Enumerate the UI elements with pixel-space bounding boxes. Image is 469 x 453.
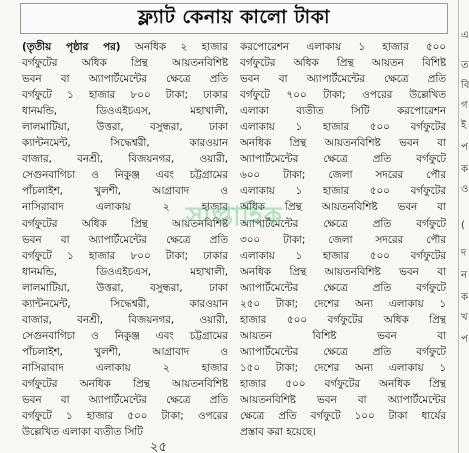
article-line: উল্লেখিত এলাকা ব্যতীত সিটি bbox=[22, 426, 143, 439]
article-line: ভবন বা অ্যাপার্টমেন্টের ক্ষেত্রে প্রতি bbox=[22, 73, 228, 86]
article-line: লালমাটিয়া, উত্তরা, বসুন্ধরা, ঢাকা bbox=[22, 121, 228, 134]
article-line: (তৃতীয় পৃষ্ঠার পর) অনধিক ২ হাজার bbox=[22, 41, 228, 53]
article-line: অনধিক প্রিন্থ আয়তনবিশিষ্ট ভবন বা bbox=[240, 137, 446, 150]
article-line: লালমাটিয়া, উত্তরা, বসুন্ধরা, ঢাকা bbox=[22, 281, 228, 294]
article-line: করপোরেশন এলাকায় ১ হাজার ৫০০ bbox=[240, 41, 446, 53]
edge-text-fragment: দ bbox=[461, 248, 467, 259]
edge-text-fragment: ক bbox=[461, 292, 468, 303]
article-line: ধানমন্ডি, ডিওএইচএস, মহাখালী, bbox=[22, 105, 228, 118]
adjacent-column-edge bbox=[458, 0, 469, 453]
article-line: এলাকায় ১ হাজার ৫০০ বর্গফুটের bbox=[240, 249, 446, 262]
article-line: ক্যান্টনমেন্ট, সিদ্ধেশ্বরী, কারওয়ান bbox=[22, 137, 228, 150]
edge-text-fragment: ( bbox=[461, 220, 465, 231]
article-line: হাজার ৫০০ বর্গফুটের অধিক প্রিন্থ bbox=[240, 313, 446, 326]
headline-box bbox=[20, 3, 448, 34]
article-line: বর্গফুটে ৭০০ টাকা; ওপরের উল্লেখিত bbox=[240, 89, 446, 102]
edge-text-fragment: ন bbox=[461, 270, 467, 281]
article-line: বাজার, বনশ্রী, বিজয়নগর, ওয়ারী, bbox=[22, 313, 228, 326]
article-line: নাসিরাবাদ এলাকায় ২ হাজার bbox=[22, 361, 228, 374]
article-line: অ্যাপার্টমেন্টের ক্ষেত্রে প্রতি বর্গফুটে bbox=[240, 281, 446, 294]
article-line: অ্যাপার্টমেন্টের ক্ষেত্রে প্রতি বর্গফুটে bbox=[240, 345, 446, 358]
article-line: বর্গফুটের অনধিক প্রিন্থ আয়তনবিশিষ্ট bbox=[22, 377, 228, 390]
article-line: এলাকায় ১ হাজার ৫০০ বর্গফুটের bbox=[240, 185, 446, 198]
edge-text-fragment: ই bbox=[461, 120, 467, 131]
article-line: ভবন বা অ্যাপার্টমেন্টের ক্ষেত্রে প্রতি bbox=[22, 394, 228, 407]
edge-text-fragment: প bbox=[461, 142, 468, 153]
article-line: ভবন বা অ্যাপার্টমেন্টের ক্ষেত্রে প্রতি bbox=[22, 233, 228, 246]
article-line: বাজার, বনশ্রী, বিজয়নগর, ওয়ারী, bbox=[22, 153, 228, 166]
edge-text-fragment: প bbox=[461, 334, 468, 345]
article-body bbox=[22, 39, 446, 441]
edge-text-fragment: গ bbox=[461, 100, 468, 111]
article-line: এলাকা ব্যতীত সিটি করপোরেশন bbox=[240, 105, 446, 118]
edge-text-fragment: খ bbox=[461, 312, 468, 323]
edge-text-fragment: এ bbox=[461, 30, 469, 41]
article-line: অ্যাপার্টমেন্টের ক্ষেত্রে প্রতি বর্গফুটে bbox=[240, 153, 446, 166]
article-line: বর্গফুটের অধিক প্রিন্থ আয়তন বিশিষ্ট bbox=[240, 57, 446, 70]
footer-fragment: ২৫ bbox=[150, 441, 167, 453]
article-line: প্রস্তাব করা হয়েছে। bbox=[240, 426, 316, 439]
article-line: ধানমন্ডি, ডিওএইচএস, মহাখালী, bbox=[22, 265, 228, 278]
article-line: সেগুনবাগিচা ও নিকুঞ্জ এবং চট্টগ্রামের bbox=[22, 169, 228, 182]
article-line: হাজার ৫০০ বর্গফুটের অনধিক প্রিন্থ bbox=[240, 377, 446, 390]
article-line: বর্গফুটে ১ হাজার ৮০০ টাকা; ঢাকার bbox=[22, 249, 228, 262]
article-line: বর্গফুটে ১ হাজার ৮০০ টাকা; ঢাকার bbox=[22, 89, 228, 102]
article-line: ভবন বা অ্যাপার্টমেন্টের ক্ষেত্রে প্রতি bbox=[240, 73, 446, 86]
article-column-1 bbox=[22, 39, 228, 441]
article-column-2 bbox=[240, 39, 446, 441]
article-line: ৩০০ টাকা; জেলা সদরের পৌর bbox=[240, 233, 446, 246]
article-line: নাসিরাবাদ এলাকায় ২ হাজার bbox=[22, 201, 228, 214]
edge-text-fragment: বি bbox=[461, 80, 469, 91]
headline: ফ্ল্যাট কেনায় কালো টাকা bbox=[138, 5, 330, 28]
article-line: অনধিক প্রিন্থ আয়তনবিশিষ্ট ভবন বা bbox=[240, 265, 446, 278]
article-line: বর্গফুটে ১ হাজার ৫০০ টাকা; ওপরের bbox=[22, 410, 228, 423]
article-line: বর্গফুটের অধিক প্রিন্থ আয়তনবিশিষ্ট bbox=[22, 57, 228, 70]
edge-text-fragment: ও bbox=[461, 184, 469, 195]
article-line: সেগুনবাগিচা ও নিকুঞ্জ এবং চট্টগ্রামের bbox=[22, 329, 228, 342]
article-line: পাঁচলাইশ, খুলশী, আগ্রাবাদ ও bbox=[22, 185, 228, 198]
article-line: আয়তনবিশিষ্ট ভবন বা অ্যাপার্টমেন্টের bbox=[240, 394, 446, 407]
watermark: সাপ্তাহিক bbox=[186, 202, 283, 232]
edge-text-fragment: ত bbox=[461, 60, 469, 71]
article-line: অ্যাপার্টমেন্টের ক্ষেত্রে প্রতি বর্গফুটে bbox=[240, 217, 446, 230]
edge-text-fragment: ক bbox=[461, 164, 468, 175]
article-line: ২৫০ টাকা; দেশের অন্য এলাকায় ১ bbox=[240, 297, 446, 310]
continuation-reference: (তৃতীয় পৃষ্ঠার পর) bbox=[22, 41, 121, 53]
article-line: ক্যান্টনমেন্ট, সিদ্ধেশ্বরী, কারওয়ান bbox=[22, 297, 228, 310]
article-line: অধিক প্রিন্থ আয়তনবিশিষ্ট ভবন বা bbox=[240, 201, 446, 214]
article-line: ক্ষেত্রে প্রতি বর্গফুটে ১০০ টাকা ধার্যের bbox=[240, 410, 446, 423]
article-line: পাঁচলাইশ, খুলশী, আগ্রাবাদ ও bbox=[22, 345, 228, 358]
article-line: ১৫০ টাকা; দেশের অন্য এলাকায় ১ bbox=[240, 361, 446, 374]
article-line: বর্গফুটের অধিক প্রিন্থ আয়তনবিশিষ্ট bbox=[22, 217, 228, 230]
article-line: আয়তন বিশিষ্ট ভবন বা bbox=[240, 329, 446, 342]
article-line: ৬০০ টাকা; জেলা সদরের পৌর bbox=[240, 169, 446, 182]
article-line: এলাকায় ১ হাজার ৫০০ বর্গফুটের bbox=[240, 121, 446, 134]
